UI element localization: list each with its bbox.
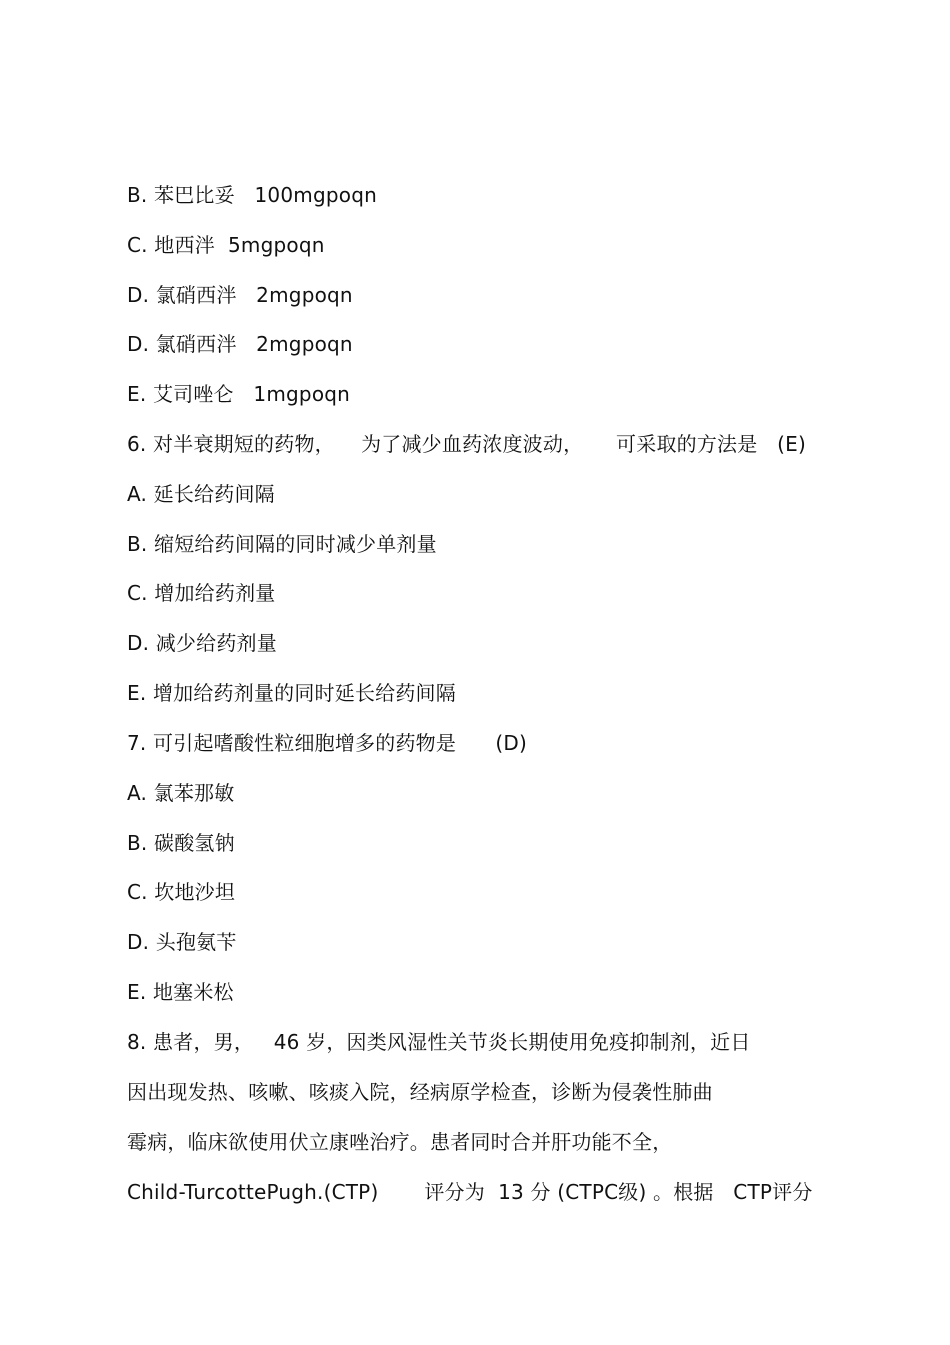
option-line: E. 增加给药剂量的同时延长给药间隔 — [127, 681, 456, 705]
option-line: A. 氯苯那敏 — [127, 781, 235, 805]
option-line: D. 氯硝西泮 2mgpoqn — [127, 332, 353, 356]
option-line: E. 地塞米松 — [127, 980, 234, 1004]
question-line: 因出现发热、咳嗽、咳痰入院，经病原学检查，诊断为侵袭性肺曲 — [127, 1080, 713, 1104]
option-line: A. 延长给药间隔 — [127, 482, 275, 506]
option-line: C. 增加给药剂量 — [127, 581, 276, 605]
question-line: Child-TurcottePugh.(CTP) 评分为 13 分 (CTPC级) 。根据 CTP评分 — [127, 1180, 813, 1204]
option-line: C. 地西泮 5mgpoqn — [127, 233, 325, 257]
question-line: 6. 对半衰期短的药物， 为了减少血药浓度波动， 可采取的方法是 (E) — [127, 432, 806, 456]
option-line: B. 苯巴比妥 100mgpoqn — [127, 183, 377, 207]
question-line: 8. 患者，男， 46 岁，因类风湿性关节炎长期使用免疫抑制剂，近日 — [127, 1030, 751, 1054]
question-line: 霉病，临床欲使用伏立康唑治疗。患者同时合并肝功能不全， — [127, 1130, 673, 1154]
question-line: 7. 可引起嗜酸性粒细胞增多的药物是 (D) — [127, 731, 527, 755]
option-line: E. 艾司唑仑 1mgpoqn — [127, 382, 351, 406]
option-line: B. 缩短给药间隔的同时减少单剂量 — [127, 532, 437, 556]
option-line: D. 减少给药剂量 — [127, 631, 277, 655]
option-line: D. 氯硝西泮 2mgpoqn — [127, 283, 353, 307]
option-line: C. 坎地沙坦 — [127, 880, 236, 904]
option-line: D. 头孢氨苄 — [127, 930, 237, 954]
option-line: B. 碳酸氢钠 — [127, 831, 235, 855]
